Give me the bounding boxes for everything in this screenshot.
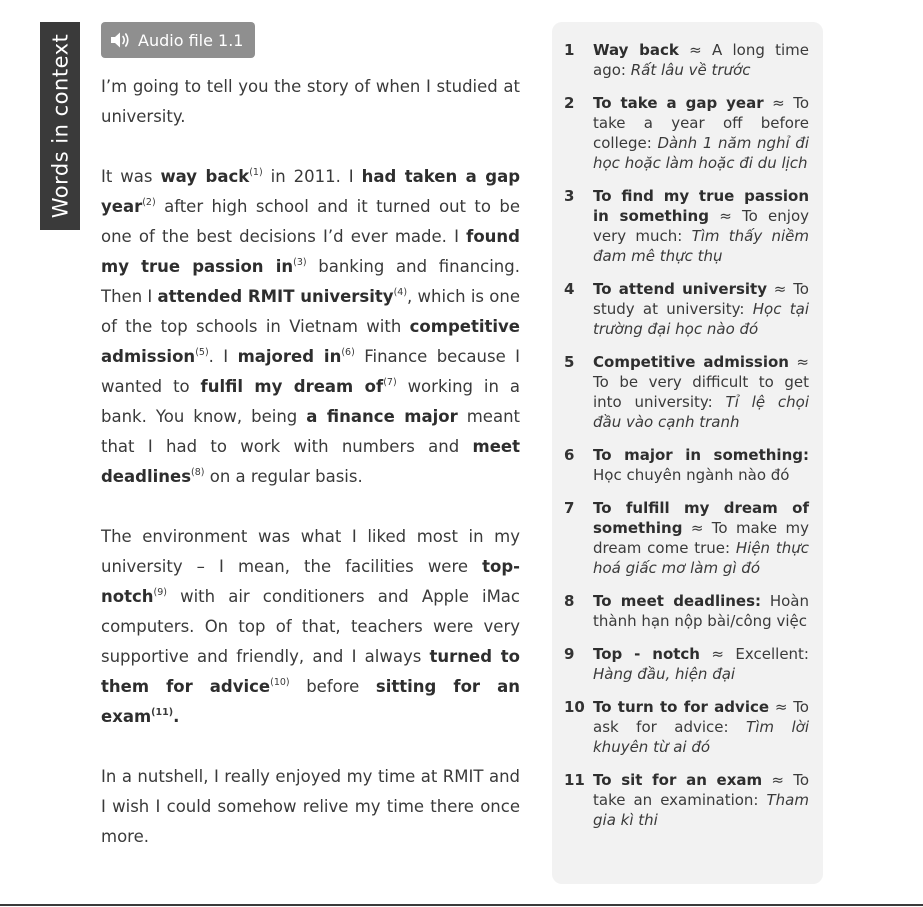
vocab-item [564, 93, 809, 173]
vocab-item [564, 40, 809, 80]
vocab-term: To fulfill my dream of something [593, 499, 809, 537]
story-paragraph-4: In a nutshell, I really enjoyed my time at RMIT and I wish I could somehow relive my time there once more. [101, 767, 520, 846]
footnote-marker: (8) [191, 467, 205, 478]
key-phrase: attended RMIT university [157, 287, 394, 306]
key-phrase: majored in [237, 347, 342, 366]
text-run: , which is one of the top schools in Vietnam with [101, 287, 520, 336]
vocab-meaning: ≈ Excellent: [700, 645, 809, 663]
audio-play-button[interactable] [101, 22, 255, 58]
vocab-definition [593, 697, 809, 757]
vocab-meaning: ≈ A long time ago: [593, 41, 809, 79]
footnote-marker: (5) [195, 347, 209, 358]
vocab-item [564, 186, 809, 266]
vocab-item [564, 770, 809, 830]
footnote-marker: (9) [153, 587, 167, 598]
vocab-number: 4 [564, 280, 575, 298]
key-phrase: way back [160, 167, 250, 186]
vocab-definition [593, 279, 809, 339]
key-phrase: meet deadlines [101, 437, 520, 486]
vocab-term: To turn to for advice [593, 698, 770, 716]
text-run: on a regular basis. [204, 467, 363, 486]
vocab-meaning: ≈ To study at university: [593, 280, 809, 318]
footnote-marker: (6) [341, 347, 355, 358]
vocab-meaning: ≈ To make my dream come true: [593, 519, 809, 557]
vocab-translation: Hàng đầu, hiện đại [593, 665, 736, 683]
key-phrase: a finance major [306, 407, 458, 426]
footnote-marker: (1) [249, 167, 263, 178]
vocab-translation: Tìm lời khuyên từ ai đó [593, 718, 809, 756]
vocab-translation: Tìm thấy niềm đam mê thực thụ [593, 227, 809, 265]
vocab-definition [593, 93, 809, 173]
vocab-number: 11 [564, 771, 585, 789]
vocab-number: 5 [564, 353, 575, 371]
vocab-term: To meet deadlines: [593, 592, 762, 610]
vocab-meaning: ≈ To take an examination: [593, 771, 809, 809]
vocab-meaning: ≈ To ask for advice: [593, 698, 809, 736]
vocabulary-list [552, 22, 823, 830]
text-run: meant that I had to work with numbers and [101, 407, 521, 456]
vocab-number: 9 [564, 645, 575, 663]
vocab-item [564, 591, 809, 631]
audio-label: Audio file 1.1 [138, 30, 244, 50]
vocab-item [564, 279, 809, 339]
vocab-definition [593, 644, 809, 684]
vocab-translation: Dành 1 năm nghỉ đi học hoặc làm hoặc đi du lịch [593, 134, 809, 172]
speaker-icon [109, 30, 133, 50]
vocab-number: 1 [564, 41, 575, 59]
footnote-marker: (7) [383, 377, 397, 388]
story-paragraph-1: I’m going to tell you the story of when I studied at university. [101, 77, 520, 126]
key-phrase: found my true passion in [101, 227, 520, 276]
footnote-marker: (2) [142, 197, 156, 208]
vocab-number: 3 [564, 187, 575, 205]
vocab-translation: Hiện thực hoá giấc mơ làm gì đó [593, 539, 809, 577]
vocab-term: To sit for an exam [593, 771, 763, 789]
section-tab-label: Words in context [48, 33, 72, 219]
vocab-definition [593, 445, 809, 485]
footnote-marker: (4) [393, 287, 408, 298]
key-phrase: fulfil my dream of [200, 377, 384, 396]
vocab-number: 8 [564, 592, 575, 610]
vocab-item [564, 498, 809, 578]
vocab-term: To take a gap year [593, 94, 764, 112]
text-run: The environment was what I liked most in my university – I mean, the facilities were [101, 527, 520, 576]
story-paragraph-2 [101, 162, 520, 492]
story-text [101, 72, 520, 882]
vocab-term: Way back [593, 41, 679, 59]
vocab-definition [593, 40, 809, 80]
text-run: It was [101, 167, 161, 186]
vocab-definition [593, 352, 809, 432]
text-run: . I [208, 347, 238, 366]
key-phrase: competitive admission [101, 317, 520, 366]
vocab-item [564, 697, 809, 757]
text-run: with air conditioners and Apple iMac computers. On top of that, teachers were very supportive and friendly, and I always [101, 587, 520, 666]
vocab-meaning: Hoàn thành hạn nộp bài/công việc [593, 592, 809, 630]
vocab-number: 2 [564, 94, 575, 112]
vocab-meaning: Học chuyên ngành nào đó [593, 466, 790, 484]
footnote-marker: (11) [151, 707, 174, 718]
vocab-item [564, 445, 809, 485]
vocabulary-panel [552, 22, 823, 884]
key-phrase: . [173, 707, 180, 726]
vocab-term: To find my true passion in something [593, 187, 809, 225]
key-phrase: turned to them for advice [101, 647, 520, 696]
key-phrase: sitting for an exam [101, 677, 520, 726]
vocab-item [564, 644, 809, 684]
story-paragraph-3 [101, 522, 520, 732]
vocab-translation: Học tại trường đại học nào đó [593, 300, 809, 338]
text-run: in 2011. I [262, 167, 362, 186]
vocab-definition [593, 186, 809, 266]
text-run: banking and financing. Then I [101, 257, 520, 306]
vocab-item [564, 352, 809, 432]
vocab-meaning: ≈ To be very difficult to get into university: [593, 353, 810, 411]
footnote-marker: (10) [270, 677, 290, 688]
vocab-meaning: ≈ To enjoy very much: [593, 207, 809, 245]
vocab-term: Top - notch [593, 645, 700, 663]
vocab-meaning: ≈ To take a year off before college: [593, 94, 809, 152]
vocab-term: To major in something: [593, 446, 809, 464]
text-run: after high school and it turned out to be one of the best decisions I’d ever made. I [101, 197, 520, 246]
bottom-divider [0, 904, 923, 906]
vocab-number: 10 [564, 698, 585, 716]
vocab-translation: Rất lâu về trước [630, 61, 751, 79]
footnote-marker: (3) [293, 257, 307, 268]
vocab-definition [593, 498, 809, 578]
vocab-number: 7 [564, 499, 575, 517]
vocab-translation: Tham gia kì thi [593, 791, 809, 829]
vocab-term: To attend university [593, 280, 767, 298]
text-run: before [289, 677, 376, 696]
key-phrase: top-notch [101, 557, 520, 606]
vocab-definition [593, 770, 809, 830]
vocab-number: 6 [564, 446, 575, 464]
vocab-definition [593, 591, 809, 631]
vocab-term: Competitive admission [593, 353, 789, 371]
text-run: working in a bank. You know, being [101, 377, 520, 426]
section-tab [40, 22, 80, 230]
key-phrase: had taken a gap year [101, 167, 521, 216]
vocab-translation: Tỉ lệ chọi đầu vào cạnh tranh [593, 393, 809, 431]
text-run: Finance because I wanted to [101, 347, 520, 396]
